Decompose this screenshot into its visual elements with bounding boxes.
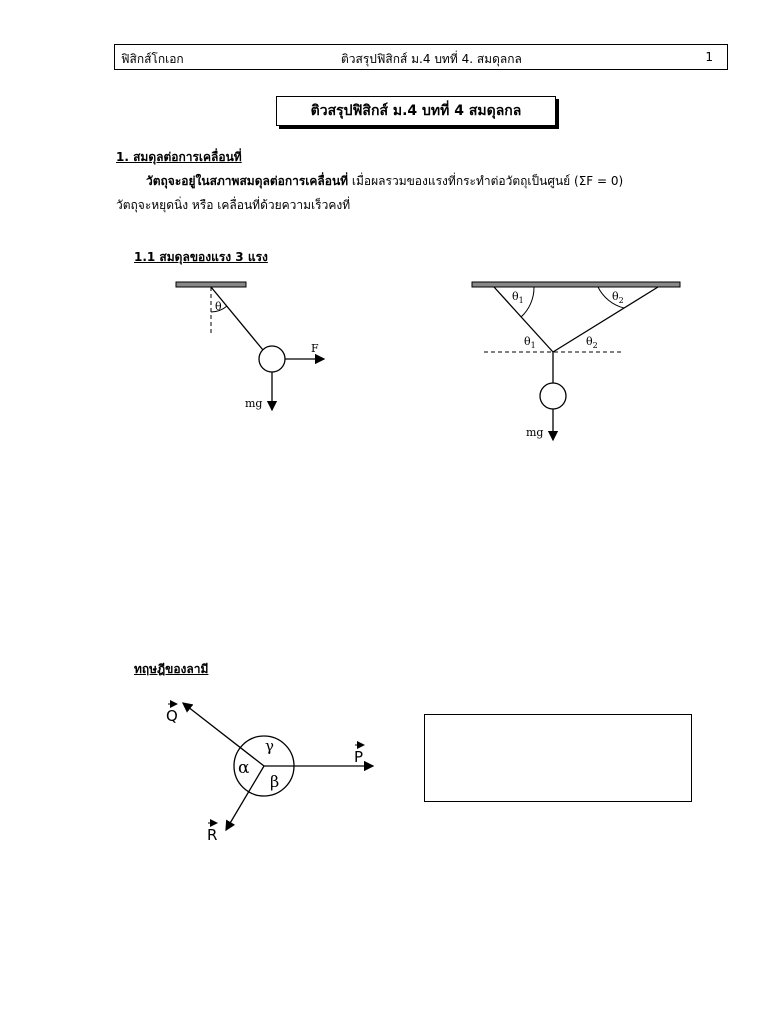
paragraph-bold: วัตถุจะอยู่ในสภาพสมดุลต่อการเคลื่อนที่ [146,174,349,188]
gamma-label: γ [265,737,274,755]
subsection-heading: 1.1 สมดุลของแรง 3 แรง [134,250,268,264]
beta-label: β [270,772,280,791]
pendulum-diagram [176,282,324,410]
ceiling-bar [176,282,246,287]
alpha-label: α [238,758,250,778]
theta2-bottom-label: $\theta_2$ [586,335,598,350]
lami-diagram [166,703,373,844]
paragraph-line-2: วัตถุจะหยุดนิ่ง หรือ เคลื่อนที่ด้วยความเร็วคงที่ [116,198,351,212]
theta1-top-label: $\theta_1$ [512,290,524,305]
theta1-bottom-label: $\theta_1$ [524,335,536,350]
header-left-text: ฟิสิกส์โกเอก [121,52,184,66]
paragraph-rest: เมื่อผลรวมของแรงที่กระทำต่อวัตถุเป็นศูนย์ (ΣF = 0) [348,174,624,188]
theta2-top-label: $\theta_2$ [612,290,624,305]
rope-right [553,287,658,352]
ceiling-bar-2 [472,282,680,287]
lami-heading: ทฤษฎีของลามี [134,662,209,676]
two-rope-diagram [472,282,680,440]
document-title: ติวสรุปฟิสิกส์ ม.4 บทที่ 4 สมดุลกล [276,96,556,126]
vector-q-label: Q [166,707,178,725]
vector-q-arrow [183,703,264,766]
answer-box [424,714,692,802]
vector-r-label: R [207,826,218,844]
bob-2 [540,383,566,409]
weight-label-2: mg [526,426,544,439]
vector-p-label: P [354,748,364,766]
force-f-label: F [311,342,319,355]
header-center-text: ติวสรุปฟิสิกส์ ม.4 บทที่ 4. สมดุลกล [341,52,522,66]
bob [259,346,285,372]
rope [211,287,263,350]
theta-label: θ [215,300,222,313]
page-number: 1 [705,50,713,64]
weight-label: mg [245,397,263,410]
section-heading: 1. สมดุลต่อการเคลื่อนที่ [116,150,242,164]
